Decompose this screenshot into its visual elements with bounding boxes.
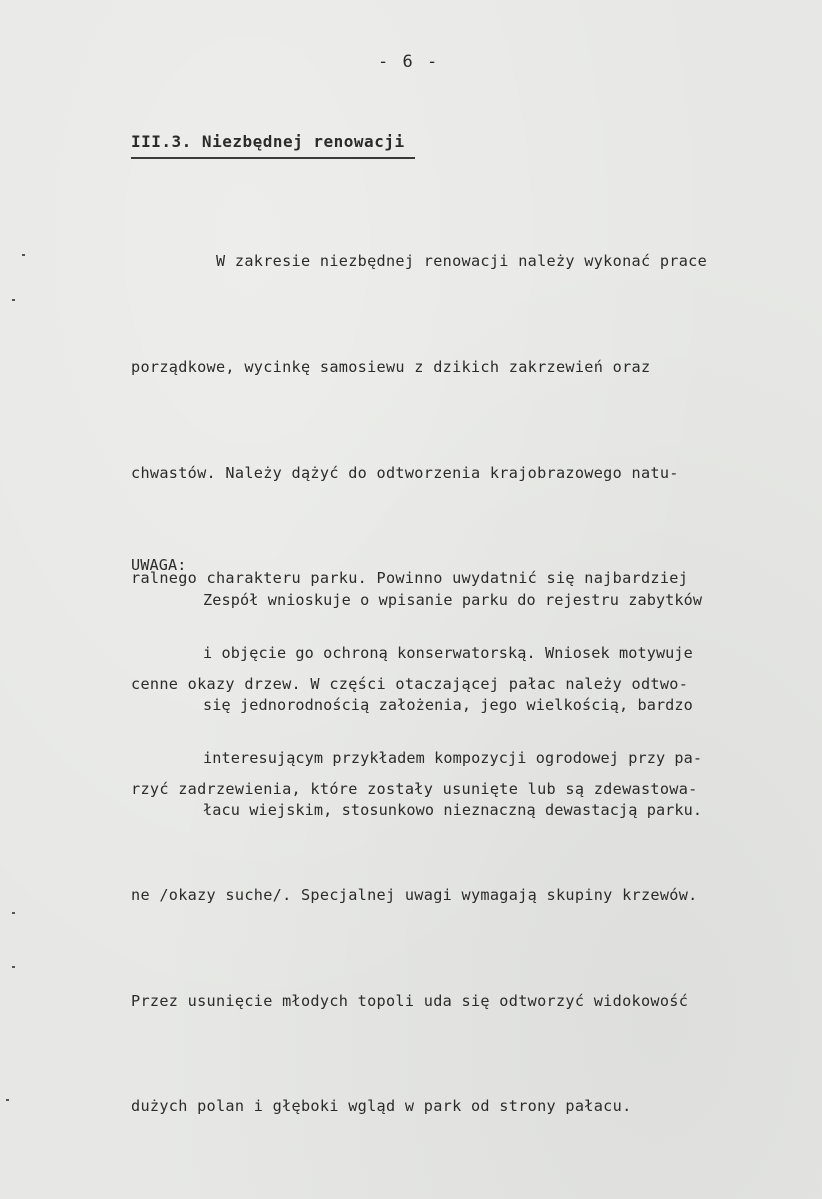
paragraph-line: porządkowe, wycinkę samosiewu z dzikich zakrzewień oraz [131, 358, 651, 376]
paragraph-line: W zakresie niezbędnej renowacji należy wykonać prace [131, 252, 708, 271]
page-number: - 6 - [378, 52, 440, 72]
paragraph-line: chwastów. Należy dążyć do odtworzenia krajobrazowego natu- [131, 463, 679, 482]
margin-mark [12, 299, 15, 301]
paragraph-line: rzyć zadrzewienia, które zostały usunięte lub są zdewastowa- [131, 780, 698, 799]
margin-mark [22, 254, 25, 256]
section-heading: III.3. Niezbędnej renowacji [131, 132, 405, 151]
paragraph-line: ne /okazy suche/. Specjalnej uwagi wymagają skupiny krzewów. [131, 885, 698, 904]
note-block [131, 557, 791, 855]
note-text [203, 557, 702, 855]
margin-mark [6, 1099, 9, 1101]
paragraph-line: ralnego charakteru parku. Powinno uwydatnić się najbardziej [131, 569, 689, 588]
heading-underline [131, 157, 415, 159]
note-line: łacu wiejskim, stosunkowo nieznaczną dewastacją parku. [203, 801, 703, 819]
note-line: się jednorodnością założenia, jego wielkością, bardzo [203, 696, 693, 714]
note-label: UWAGA: [131, 556, 187, 574]
margin-mark [12, 966, 15, 968]
paragraph-line: Przez usunięcie młodych topoli uda się odtworzyć widokowość [131, 991, 689, 1010]
margin-mark [12, 912, 15, 914]
paragraph-line: cenne okazy drzew. W części otaczającej pałac należy odtwo- [131, 674, 689, 693]
paragraph-line: dużych polan i głęboki wgląd w park od strony pałacu. [131, 1097, 632, 1116]
note-line: interesującym przykładem kompozycji ogrodowej przy pa- [203, 748, 703, 767]
note-line: i objęcie go ochroną konserwatorską. Wniosek motywuje [203, 643, 693, 662]
note-line: Zespół wnioskuje o wpisanie parku do rejestru zabytków [203, 591, 703, 609]
